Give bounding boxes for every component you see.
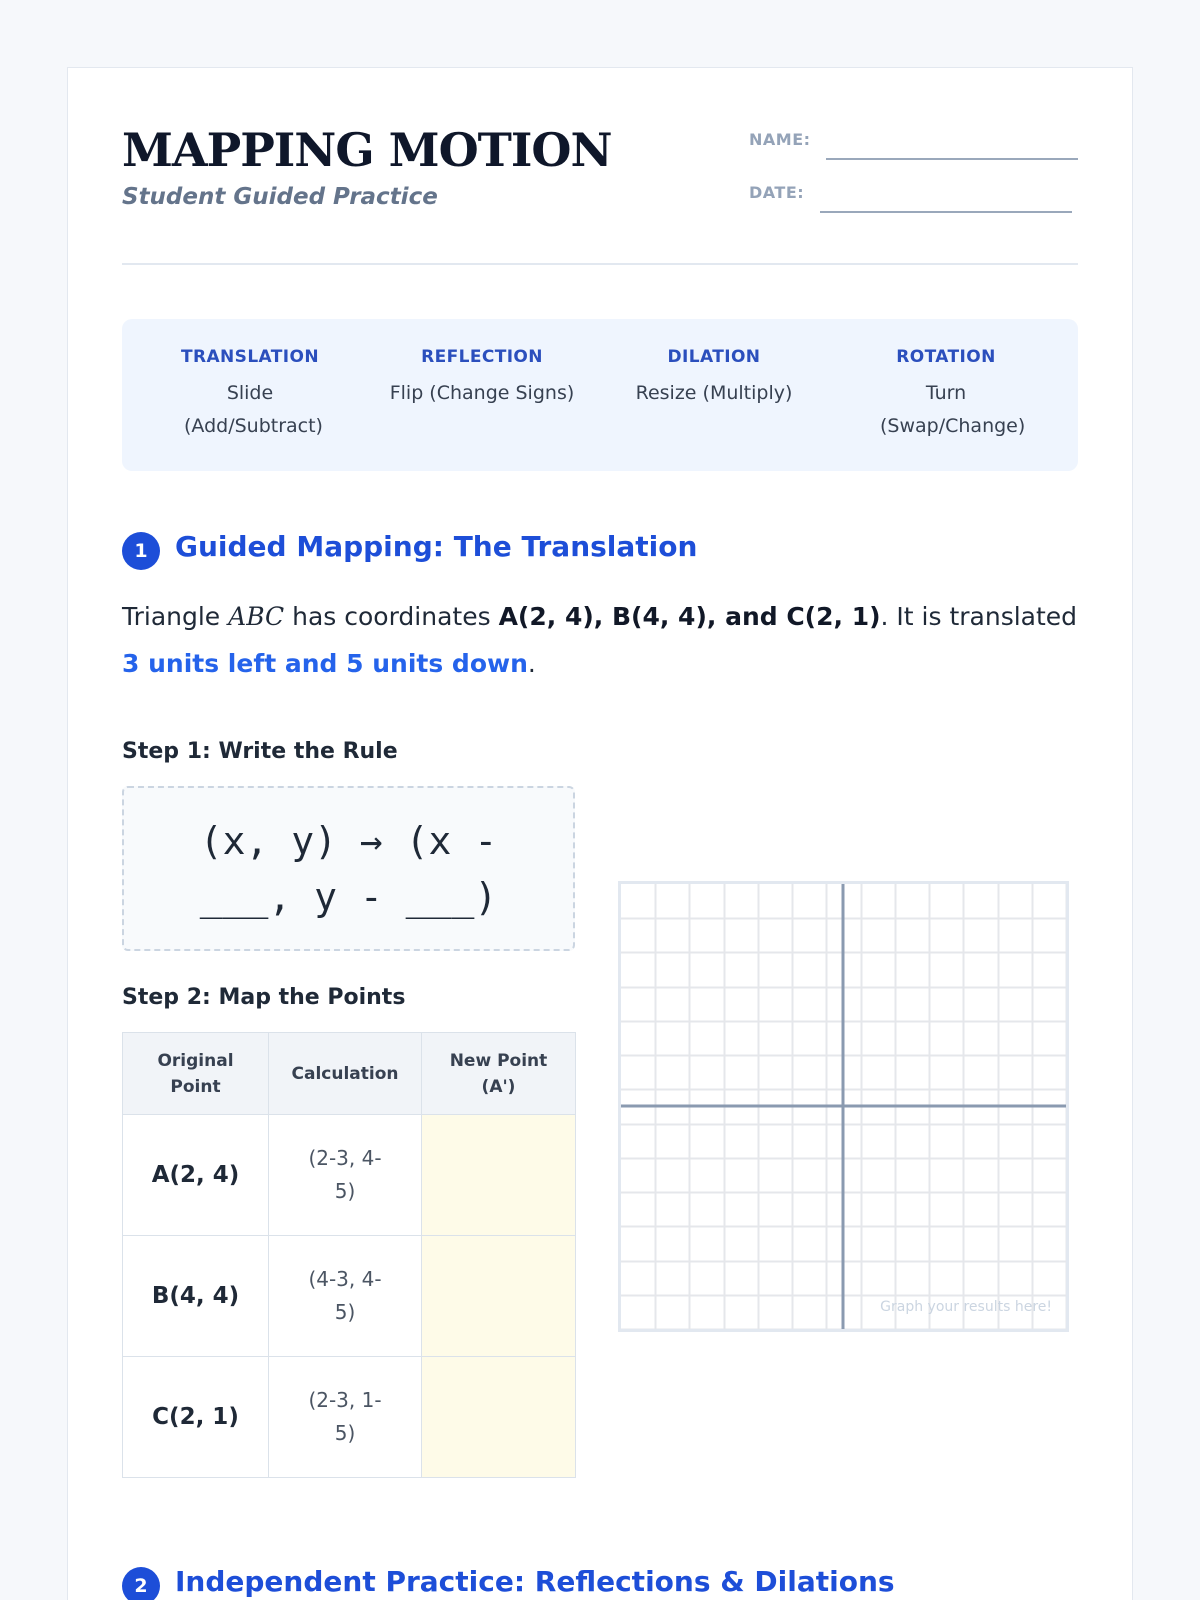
column-header: Original Point bbox=[123, 1033, 269, 1115]
coordinate-grid[interactable] bbox=[618, 881, 1069, 1332]
date-line[interactable] bbox=[820, 211, 1072, 213]
table-row bbox=[123, 1357, 576, 1478]
table-header-row bbox=[123, 1033, 576, 1115]
original-point: B(4, 4) bbox=[123, 1236, 269, 1357]
legend-desc: Resize (Multiply) bbox=[635, 382, 793, 404]
mapping-table bbox=[122, 1032, 576, 1478]
legend-name: ROTATION bbox=[896, 347, 996, 367]
original-point: A(2, 4) bbox=[123, 1115, 269, 1236]
step-2-label: Step 2: Map the Points bbox=[122, 985, 406, 1010]
rule-answer-box[interactable] bbox=[122, 786, 575, 951]
problem-text: . It is translated bbox=[880, 602, 1078, 631]
translation-amount: 3 units left and 5 units down bbox=[122, 649, 528, 678]
legend-name: REFLECTION bbox=[421, 347, 543, 367]
legend-item-reflection bbox=[366, 347, 598, 410]
column-header: Calculation bbox=[269, 1033, 422, 1115]
table-row bbox=[123, 1115, 576, 1236]
header-divider bbox=[122, 263, 1078, 265]
legend-desc: Slide (Add/Subtract) bbox=[184, 382, 323, 437]
new-point-answer[interactable] bbox=[422, 1357, 576, 1478]
page-title: MAPPING MOTION bbox=[122, 123, 612, 177]
rule-text: (x, y) → (x - ___, y - ___) bbox=[199, 818, 498, 919]
legend-name: DILATION bbox=[667, 347, 761, 367]
transformation-legend bbox=[122, 319, 1078, 471]
legend-desc: Turn (Swap/Change) bbox=[880, 382, 1026, 437]
column-header: New Point (A') bbox=[422, 1033, 576, 1115]
name-label: NAME: bbox=[749, 130, 811, 149]
original-point: C(2, 1) bbox=[123, 1357, 269, 1478]
section-title: Guided Mapping: The Translation bbox=[175, 530, 698, 563]
legend-item-dilation bbox=[598, 347, 830, 410]
page-subtitle: Student Guided Practice bbox=[122, 184, 438, 210]
date-label: DATE: bbox=[749, 183, 805, 202]
new-point-answer[interactable] bbox=[422, 1115, 576, 1236]
table-row bbox=[123, 1236, 576, 1357]
problem-statement bbox=[122, 593, 1078, 687]
worksheet-page bbox=[67, 67, 1133, 1600]
grid-note: Graph your results here! bbox=[880, 1299, 1052, 1315]
calculation: (2-3, 4-5) bbox=[269, 1115, 422, 1236]
grid-lines bbox=[621, 884, 1066, 1329]
problem-text: . bbox=[527, 649, 536, 678]
coordinates: A(2, 4), B(4, 4), and C(2, 1) bbox=[498, 602, 881, 631]
name-line[interactable] bbox=[826, 158, 1078, 160]
legend-desc: Flip (Change Signs) bbox=[389, 382, 575, 404]
section-number-badge: 2 bbox=[122, 1567, 160, 1600]
new-point-answer[interactable] bbox=[422, 1236, 576, 1357]
step-1-label: Step 1: Write the Rule bbox=[122, 739, 398, 764]
legend-item-rotation bbox=[830, 347, 1062, 443]
legend-name: TRANSLATION bbox=[181, 347, 319, 367]
calculation: (2-3, 1-5) bbox=[269, 1357, 422, 1478]
triangle-name: ABC bbox=[228, 602, 285, 631]
section-title: Independent Practice: Reflections & Dilations bbox=[175, 1565, 895, 1598]
calculation: (4-3, 4-5) bbox=[269, 1236, 422, 1357]
legend-item-translation bbox=[134, 347, 366, 443]
problem-text: Triangle bbox=[122, 602, 229, 631]
problem-text: has coordinates bbox=[284, 602, 499, 631]
section-number-badge: 1 bbox=[122, 532, 160, 570]
